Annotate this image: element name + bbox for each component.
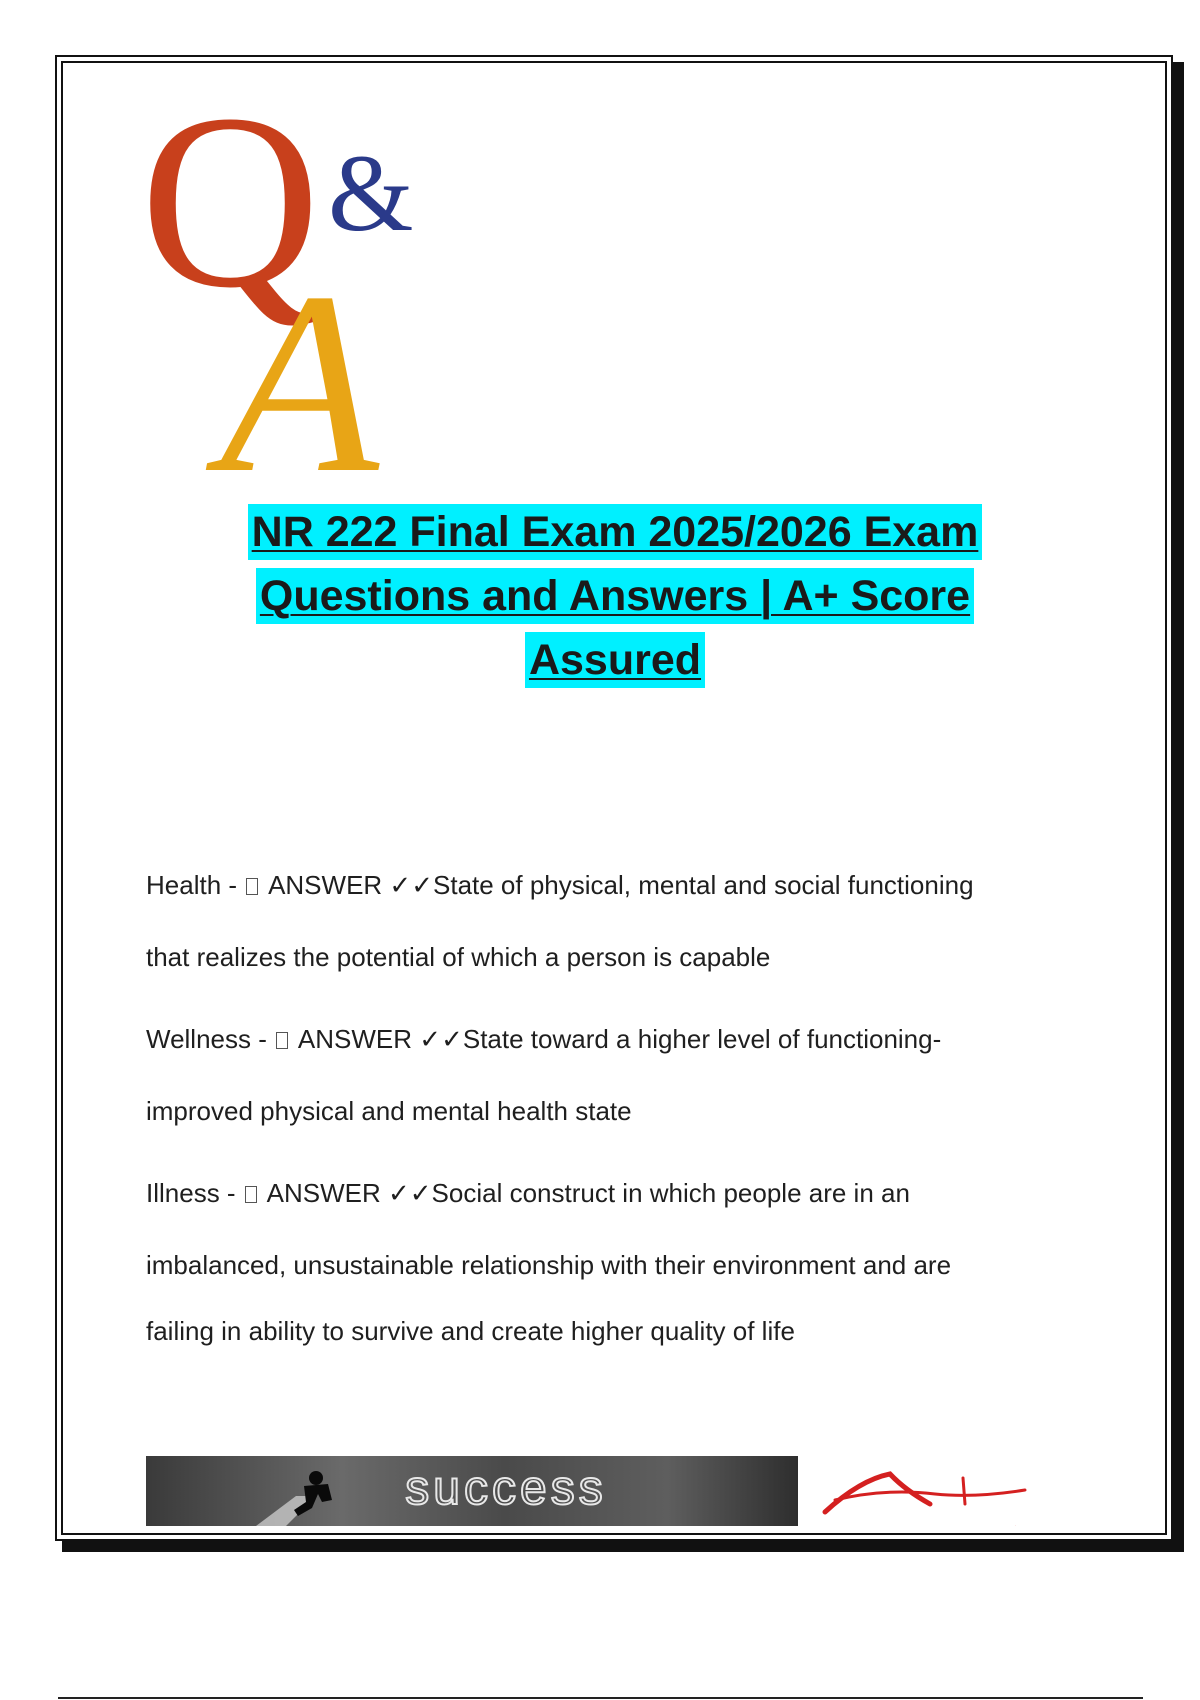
logo-q-letter: Q — [140, 70, 321, 340]
qa-answer-marker: ANSWER — [297, 1024, 413, 1054]
qa-answer-text: State of physical, mental and social functioning — [433, 870, 974, 900]
qa-item-health — [146, 868, 1066, 974]
qa-term: Health — [146, 870, 222, 900]
qa-answer-text: failing in ability to survive and create higher quality of life — [146, 1316, 795, 1346]
qa-line — [146, 1022, 1066, 1056]
qa-answer-text: that realizes the potential of which a person is capable — [146, 942, 771, 972]
title-line-1: NR 222 Final Exam 2025/2026 Exam — [248, 504, 983, 560]
qa-separator: - — [251, 1024, 275, 1054]
qa-checkmarks: ✓✓ — [389, 870, 433, 900]
a-plus-text: A+ — [1015, 1526, 1017, 1527]
qa-checkmarks: ✓✓ — [387, 1178, 432, 1208]
qa-term: Wellness — [146, 1024, 252, 1054]
qa-answer-text: Social construct in which people are in an — [431, 1178, 910, 1208]
qa-answer-text: State toward a higher level of functioning- — [462, 1024, 942, 1054]
qa-answer-marker: ANSWER — [268, 870, 383, 900]
banner-success-text: success — [405, 1462, 607, 1515]
qa-item-wellness — [146, 1022, 1066, 1128]
missing-glyph-icon — [276, 1032, 288, 1049]
qa-item-illness — [146, 1176, 1066, 1348]
missing-glyph-icon — [246, 878, 258, 895]
title-line-2: Questions and Answers | A+ Score — [256, 568, 974, 624]
qa-checkmarks: ✓✓ — [419, 1024, 463, 1054]
qa-answer-text: imbalanced, unsustainable relationship with their environment and are — [146, 1250, 952, 1280]
qa-list — [146, 868, 1066, 1348]
title-line-3: Assured — [525, 632, 705, 688]
qa-line — [146, 868, 1066, 902]
qa-answer-text: improved physical and mental health state — [146, 1096, 632, 1126]
document-title — [150, 500, 1080, 692]
runner-silhouette-icon — [294, 1471, 332, 1516]
logo-a-letter: A — [220, 239, 379, 490]
qa-term: Illness — [146, 1178, 220, 1208]
a-plus-mark — [815, 1460, 1035, 1530]
bottom-rule — [58, 1697, 1143, 1699]
logo-ampersand: & — [328, 132, 414, 254]
qa-separator: - — [221, 870, 245, 900]
qa-logo — [140, 70, 460, 490]
success-banner — [146, 1456, 798, 1526]
qa-line — [146, 1176, 1066, 1210]
missing-glyph-icon — [245, 1186, 257, 1203]
qa-answer-marker: ANSWER — [266, 1178, 381, 1208]
qa-separator: - — [219, 1178, 243, 1208]
